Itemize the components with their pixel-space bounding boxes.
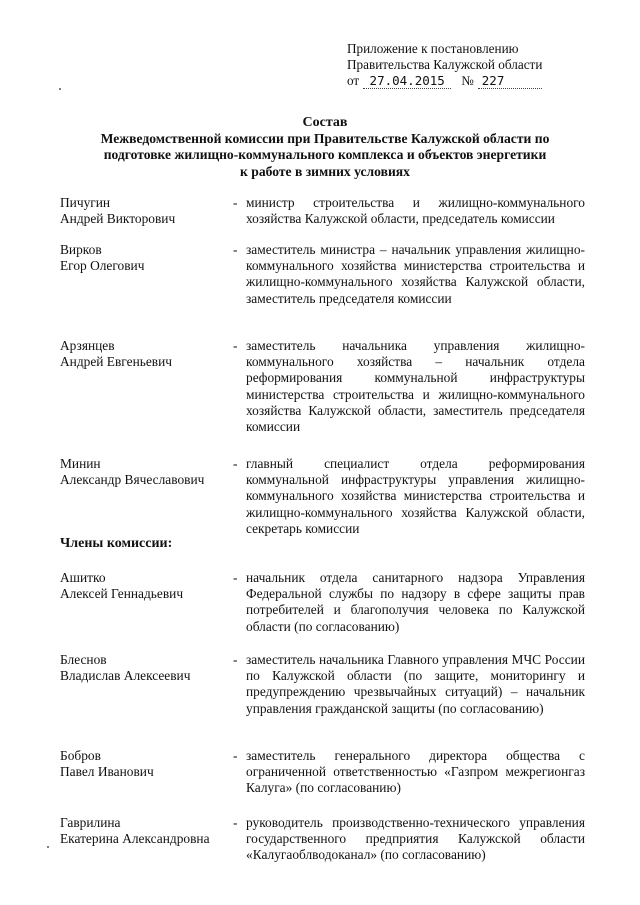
entry-dash: - <box>233 570 238 585</box>
person-position: заместитель начальника управления жилищно-коммунального хозяйства – начальник отдела реформирования коммунальной инфраструктуры министерства строительства и жилищно-коммунального хозяйства Калужской области, заместитель председателя комиссии <box>246 338 585 435</box>
person-given-name: Андрей Евгеньевич <box>60 354 173 370</box>
person-name <box>60 652 230 717</box>
title-line-2: Межведомственной комиссии при Правительстве Калужской области по <box>100 131 550 147</box>
appendix-line-1: Приложение к постановлению <box>347 41 519 56</box>
appendix-date-line <box>347 73 542 89</box>
decree-number: 227 <box>478 74 542 89</box>
person-surname: Бобров <box>60 748 101 763</box>
appendix-line-2: Правительства Калужской области <box>347 57 543 72</box>
person-name <box>60 570 230 635</box>
scan-speck <box>59 88 61 90</box>
person-name <box>60 456 230 537</box>
person-given-name: Андрей Викторович <box>60 211 176 227</box>
decree-date: 27.04.2015 <box>363 74 451 89</box>
commission-entry <box>60 748 585 797</box>
person-name <box>60 338 230 435</box>
commission-entry <box>60 815 585 864</box>
entry-dash: - <box>233 456 238 471</box>
person-given-name: Александр Вячеславович <box>60 472 205 488</box>
commission-entry <box>60 338 585 435</box>
person-name <box>60 748 230 797</box>
person-name <box>60 195 230 227</box>
entry-dash: - <box>233 748 238 763</box>
person-position: заместитель начальника Главного управления МЧС России по Калужской области (по защите, мониторингу и предупреждению чрезвычайных ситуаций) – начальник управления гражданской защиты (по согласованию) <box>246 652 585 716</box>
person-surname: Гаврилина <box>60 815 121 830</box>
person-name <box>60 242 230 307</box>
person-surname: Ашитко <box>60 570 106 585</box>
entry-dash: - <box>233 338 238 353</box>
person-position: начальник отдела санитарного надзора Управления Федеральной службы по надзору в сфере защиты прав потребителей и благополучия человека по Калужской области (по согласованию) <box>246 570 585 634</box>
person-surname: Блеснов <box>60 652 107 667</box>
person-given-name: Владислав Алексеевич <box>60 668 191 684</box>
entry-dash: - <box>233 242 238 257</box>
entry-dash: - <box>233 815 238 830</box>
person-position: заместитель генерального директора общества с ограниченной ответственностью «Газпром межрегионгаз Калуга» (по согласованию) <box>246 748 585 796</box>
person-given-name: Павел Иванович <box>60 764 154 780</box>
person-surname: Арзянцев <box>60 338 115 353</box>
from-label: от <box>347 73 360 88</box>
title-line-4: к работе в зимних условиях <box>240 163 410 179</box>
entry-dash: - <box>233 652 238 667</box>
title-line-1: Состав <box>302 115 348 130</box>
person-position: главный специалист отдела реформирования коммунальной инфраструктуры управления жилищно-коммунального хозяйства министерства строительства и жилищно-коммунального хозяйства Калужской области, секретарь комиссии <box>246 456 585 536</box>
commission-entry <box>60 570 585 635</box>
entry-dash: - <box>233 195 238 210</box>
person-position: руководитель производственно-технического управления государственного предприятия Калужской области «Калугаоблводоканал» (по согласованию) <box>246 815 585 863</box>
commission-entry <box>60 242 585 307</box>
document-title <box>60 115 590 180</box>
members-heading: Члены комиссии: <box>60 536 173 551</box>
person-position: министр строительства и жилищно-коммунального хозяйства Калужской области, председатель комиссии <box>246 195 585 227</box>
person-surname: Пичугин <box>60 195 111 210</box>
title-line-3: подготовке жилищно-коммунального комплекса и объектов энергетики <box>103 147 547 163</box>
person-given-name: Алексей Геннадьевич <box>60 586 184 602</box>
scan-speck <box>47 846 49 848</box>
person-surname: Минин <box>60 456 101 471</box>
person-position: заместитель министра – начальник управления жилищно-коммунального хозяйства министерства строительства и жилищно-коммунального хозяйства Калужской области, заместитель председателя комиссии <box>246 242 585 306</box>
person-name <box>60 815 230 864</box>
number-sign: № <box>461 73 474 88</box>
commission-entry <box>60 456 585 537</box>
appendix-header <box>347 41 542 89</box>
commission-entry <box>60 652 585 717</box>
commission-entry <box>60 195 585 227</box>
person-given-name: Екатерина Александровна <box>60 831 210 847</box>
person-surname: Вирков <box>60 242 102 257</box>
person-given-name: Егор Олегович <box>60 258 145 274</box>
